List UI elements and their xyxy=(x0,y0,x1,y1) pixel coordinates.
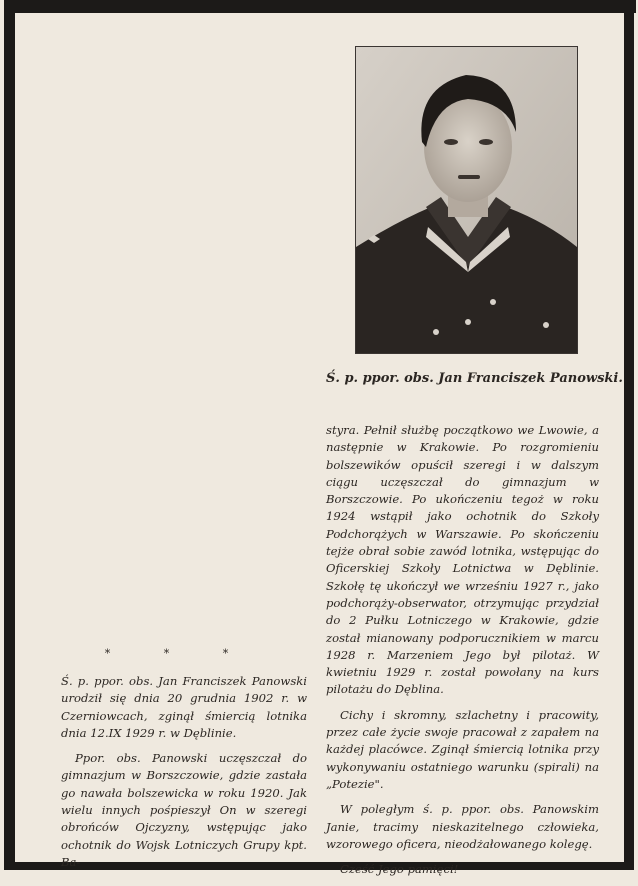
photo-caption: Ś. p. ppor. obs. Jan Franciszek Panowski. xyxy=(326,371,623,386)
paragraph: Ppor. obs. Panowski uczęszczał do gimnazjum w Borszczowie, gdzie zastała go nawała bolszewicka w roku 1920. Jak wielu innych pośpieszył On w szeregi obrońców Ojczyzny, wstępując jako ochotnik do Wojsk Lotniczych Grupy kpt. Ba- xyxy=(61,751,307,869)
paragraph: Cichy i skromny, szlachetny i pracowity, przez całe życie swoje pracował z zapałem na każdej placówce. Zginął śmiercią lotnika przy wykonywaniu ostatniego warunku (spirali) na „Potezie". xyxy=(326,707,599,791)
black-border-left xyxy=(4,0,15,866)
closing-line: Cześć Jego pamięci! xyxy=(340,862,459,877)
black-border-top xyxy=(4,0,636,13)
black-border-right xyxy=(624,0,634,866)
paragraph: Ś. p. ppor. obs. Jan Franciszek Panowski urodził się dnia 20 grudnia 1902 r. w Czerniowcach, zginął śmiercią lotnika dnia 12.IX 1929 r. w Dęblinie. xyxy=(61,674,307,740)
paragraph: styra. Pełnił służbę początkowo we Lwowie, a następnie w Krakowie. Po rozgromieniu bolszewików opuścił szeregi i w dalszym ciągu uczęszczał do gimnazjum w Borszczowie. Po ukończeniu tegoż w roku 1924 wstąpił jako ochotnik do Szkoły Podchorążych w Warszawie. Po skończeniu tejże obrał sobie zawód lotnika, wstępując do Oficerskiej Szkoły Lotnictwa w Dęblinie. Szkołę tę ukończył we wrześniu 1927 r., jako podchorąży-obserwator, otrzymując przydział do 2 Pułku Lotniczego w Krakowie, gdzie został mianowany podporucznikiem w marcu 1928 r. Marzeniem Jego był pilotaż. W kwietniu 1929 r. został powołany na kurs pilotażu do Dęblina. xyxy=(326,423,599,697)
right-text-column xyxy=(326,422,599,886)
section-separator: * * * xyxy=(104,647,254,660)
portrait-photo xyxy=(355,46,578,354)
portrait-image xyxy=(356,47,577,353)
paragraph: W poległym ś. p. ppor. obs. Panowskim Janie, tracimy nieskazitelnego człowieka, wzorowego oficera, nieodżałowanego kolegę. xyxy=(326,802,599,851)
left-text-column xyxy=(61,673,307,879)
